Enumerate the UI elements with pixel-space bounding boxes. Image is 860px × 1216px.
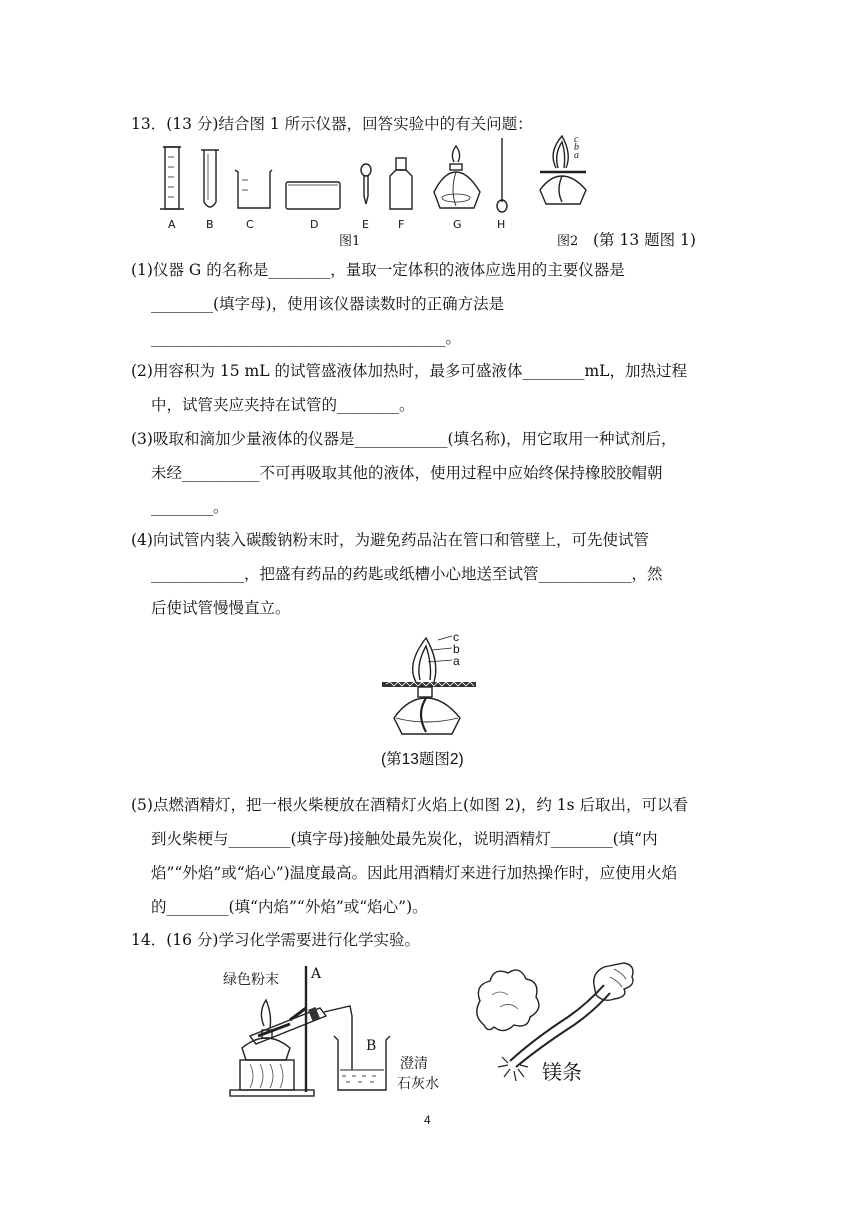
svg-text:b: b — [574, 142, 579, 153]
figure-1-instruments — [150, 132, 590, 242]
page-number: 4 — [424, 1113, 431, 1127]
water-trough-icon — [286, 182, 340, 209]
q13-part4-line1: (4)向试管内装入碳酸钠粉末时，为避免药品沾在管口和管壁上，可先使试管 — [131, 531, 649, 549]
fig1-label: 图1 — [339, 234, 361, 249]
q13-part1-line3: ______________________________________。 — [151, 329, 462, 347]
label-limewater-1: 澄清 — [400, 1056, 428, 1072]
q13-part4-line3: 后使试管慢慢直立。 — [151, 599, 291, 617]
label-limewater-2: 石灰水 — [397, 1076, 439, 1092]
beaker-icon — [334, 1036, 390, 1090]
alcohol-lamp-icon — [434, 146, 480, 208]
fig1-letter-a: A — [168, 218, 176, 231]
figure-2-alcohol-lamp — [380, 636, 480, 742]
medicine-spoon-icon — [497, 138, 507, 212]
fig1-letter-c: C — [246, 218, 254, 231]
fig1-letter-h: H — [497, 218, 506, 231]
flame-letter-b: b — [453, 642, 460, 656]
q13-part4-line2: ____________，把盛有药品的药匙或纸槽小心地送至试管____________，然 — [151, 565, 663, 583]
q13-part3-line3: ________。 — [151, 498, 229, 516]
fig1-letter-f: F — [398, 218, 405, 231]
label-green-powder: 绿色粉末 — [223, 972, 279, 988]
fig1-letter-d: D — [310, 218, 319, 231]
q13-part3-line2: 未经__________不可再吸取其他的液体，使用过程中应始终保持橡胶胶帽朝 — [151, 464, 663, 482]
q13-part1-line2: ________(填字母)，使用该仪器读数时的正确方法是 — [151, 295, 505, 313]
q13-part5-line1: (5)点燃酒精灯，把一根火柴梗放在酒精灯火焰上(如图 2)，约 1s 后取出，可以看 — [131, 796, 689, 814]
fig1-letter-g: G — [453, 218, 462, 231]
reagent-bottle-icon — [390, 158, 412, 209]
q13-part3-line1: (3)吸取和滴加少量液体的仪器是____________(填名称)，用它取用一种试剂后， — [131, 430, 677, 448]
fig1-letter-e: E — [362, 218, 369, 231]
q13-part5-line4: 的________(填“内焰”“外焰”或“焰心”)。 — [151, 898, 428, 916]
label-b: B — [366, 1038, 377, 1054]
q13-part5-line3: 焰”“外焰”或“焰心”)温度最高。因此用酒精灯来进行加热操作时，应使用火焰 — [151, 864, 678, 882]
graduated-cylinder-icon — [160, 147, 184, 209]
svg-text:c: c — [574, 134, 579, 145]
beaker-icon — [235, 170, 272, 208]
q14-title: 14．(16 分)学习化学需要进行化学实验。 — [131, 931, 420, 949]
fig1-letter-b: B — [206, 218, 214, 231]
fig2-label: 图2 — [557, 234, 579, 249]
svg-text:a: a — [574, 150, 579, 161]
q13-part2-line1: (2)用容积为 15 mL 的试管盛液体加热时，最多可盛液体________mL，加热过程 — [131, 362, 687, 380]
flame-letter-a: a — [453, 654, 460, 668]
figure-2-small-icon — [540, 134, 586, 204]
tongs-icon — [510, 985, 610, 1067]
q13-title: 13．(13 分)结合图 1 所示仪器，回答实验中的有关问题： — [131, 115, 533, 133]
label-a: A — [311, 966, 322, 982]
fig-ref: (第 13 题图 1) — [593, 231, 696, 249]
alcohol-lamp-flame-icon — [382, 636, 476, 734]
dropper-icon — [361, 164, 371, 204]
label-magnesium-strip: 镁条 — [542, 1060, 582, 1084]
flame-letter-c: c — [453, 630, 459, 644]
test-tube-icon — [201, 150, 219, 207]
q13-part1-line1: (1)仪器 G 的名称是________，量取一定体积的液体应选用的主要仪器是 — [131, 261, 625, 279]
q13-part2-line2: 中，试管夹应夹持在试管的________。 — [151, 396, 415, 414]
smoke-cloud-icon — [477, 970, 539, 1030]
hand-icon — [594, 963, 633, 1000]
alcohol-lamp-icon — [240, 1000, 294, 1090]
fig2-caption: (第13题图2) — [381, 751, 464, 768]
q13-part5-line2: 到火柴梗与________(填字母)接触处最先炭化，说明酒精灯________(填“内 — [151, 830, 658, 848]
